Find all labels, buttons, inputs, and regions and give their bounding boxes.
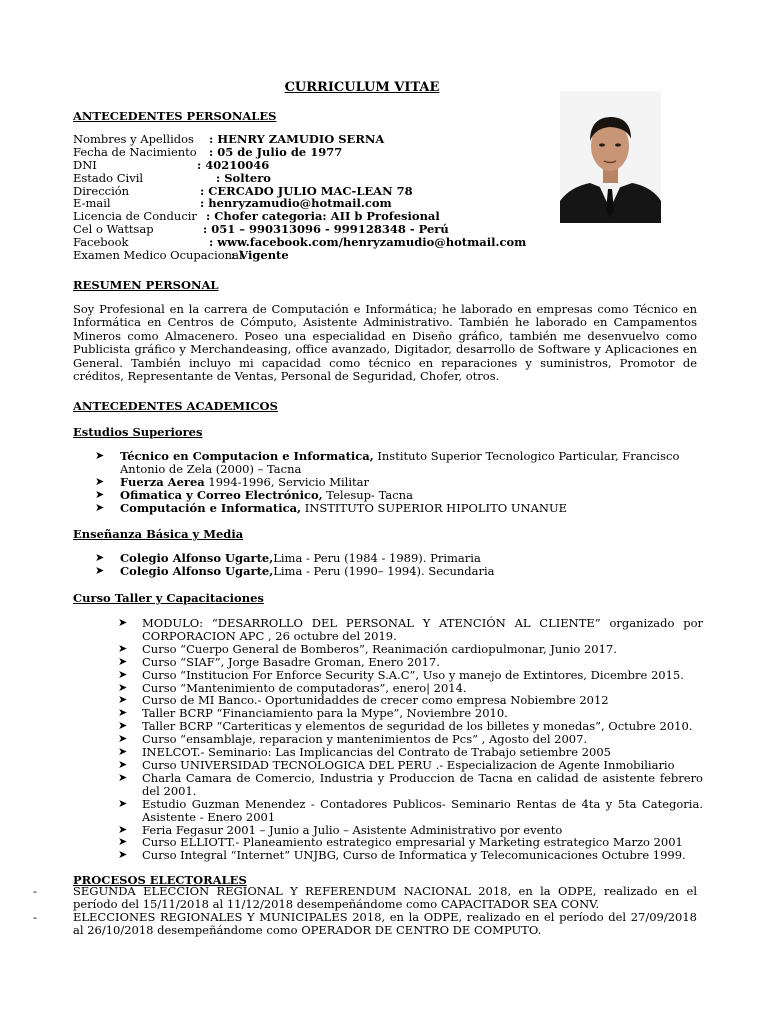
summary-text: Soy Profesional en la carrera de Computación e Informática; he laborado en empresas como Técnico en Informática en Centros de Cómputo, Asistente Administrativo. También he laborado en Campamentos Mineros como Almacenero. Poseo una especialidad en Diseño gráfico, también me desenvuelvo como Publicista gráfico y Merchandeasing, office avanzado, Digitador, desarrollo de Software y Aplicaciones en General. También incluyo mi capacidad como técnico en reparaciones y suministros, Promotor de créditos, Representante de Ventas, Personal de Seguridad, Chofer, otros. [73, 302, 697, 384]
item-title: Colegio Alfonso Ugarte, [120, 563, 274, 578]
dash-bullet-icon: - [33, 909, 37, 924]
item-detail: INSTITUTO SUPERIOR HIPOLITO UNANUE [301, 500, 568, 515]
basic-heading: Enseñanza Básica y Media [73, 527, 244, 541]
arrowhead-bullet-icon: ➤ [118, 641, 128, 655]
item-title: Computación e Informatica, [120, 500, 302, 515]
course-text: Curso “Cuerpo General de Bomberos”, Reanimación cardiopulmonar, Junio 2017. [142, 641, 617, 656]
list-item [118, 617, 703, 643]
election-text: ELECCIONES REGIONALES Y MUNICIPALES 2018, en la ODPE, realizado en el período del 27/09/2018 al 26/10/2018 desempeñándome como OPERADOR DE CENTRO DE COMPUTO. [73, 909, 697, 937]
row-value: : Chofer categoria: AII b Profesional [206, 209, 440, 224]
course-text: Curso “SIAF”, Jorge Basadre Groman, Enero 2017. [142, 654, 440, 669]
course-text: Feria Fegasur 2001 – Junio a Julio – Asistente Administrativo por evento [142, 822, 563, 837]
courses-heading: Curso Taller y Capacitaciones [73, 591, 264, 605]
course-text: Curso Integral “Internet” UNJBG, Curso de Informatica y Telecomunicaciones Octubre 1999. [142, 848, 686, 863]
list-item [118, 772, 703, 798]
dash-bullet-icon: - [33, 884, 37, 898]
row-label: Examen Medico Ocupacional [73, 248, 243, 263]
item-detail: Telesup- Tacna [322, 487, 413, 502]
row-value: : 40210046 [197, 157, 270, 172]
list-item [118, 849, 703, 862]
row-value: : 05 de Julio de 1977 [209, 144, 343, 159]
course-text: Curso “Mantenimiento de computadoras”, enero| 2014. [142, 680, 467, 695]
arrowhead-bullet-icon: ➤ [118, 770, 128, 784]
arrowhead-bullet-icon: ➤ [95, 500, 105, 514]
arrowhead-bullet-icon: ➤ [118, 693, 128, 707]
row-value: : CERCADO JULIO MAC-LEAN 78 [200, 183, 413, 198]
arrowhead-bullet-icon: ➤ [118, 667, 128, 681]
row-label: Dirección [73, 183, 130, 198]
page-title: CURRICULUM VITAE [284, 80, 440, 95]
item-detail: Lima - Peru (1990– 1994). Secundaria [273, 563, 495, 578]
course-text: Charla Camara de Comercio, Industria y Produccion de Tacna en calidad de asistente febrero del 2001. [142, 770, 703, 798]
row-value: : henryzamudio@hotmail.com [200, 196, 392, 211]
arrowhead-bullet-icon: ➤ [118, 745, 128, 759]
arrowhead-bullet-icon: ➤ [95, 563, 105, 577]
list-item [95, 450, 707, 476]
row-label: Nombres y Apellidos [73, 132, 194, 146]
item-detail: Lima - Peru (1984 - 1989). Primaria [273, 551, 481, 565]
arrowhead-bullet-icon: ➤ [95, 551, 105, 564]
academic-heading: ANTECEDENTES ACADEMICOS [73, 399, 278, 413]
list-item [95, 565, 707, 578]
profile-photo [560, 91, 661, 223]
row-value: : Vigente [231, 248, 289, 263]
course-text: Taller BCRP “Carteriticas y elementos de seguridad de los billetes y monedas”, Octubre 2010. [142, 719, 693, 734]
arrowhead-bullet-icon: ➤ [118, 757, 128, 771]
course-text: Curso ELLIOTT.- Planeamiento estrategico empresarial y Marketing estrategico Marzo 2001 [142, 835, 683, 850]
row-label: Cel o Wattsap [73, 222, 154, 237]
list-item [95, 502, 707, 515]
arrowhead-bullet-icon: ➤ [95, 449, 105, 462]
row-value: : Soltero [216, 170, 271, 185]
row-value: : www.facebook.com/henryzamudio@hotmail.com [209, 235, 527, 250]
arrowhead-bullet-icon: ➤ [118, 835, 128, 849]
arrowhead-bullet-icon: ➤ [118, 654, 128, 668]
arrowhead-bullet-icon: ➤ [118, 680, 128, 694]
row-label: Licencia de Conducir [73, 209, 197, 224]
basic-list [95, 552, 707, 578]
courses-list [118, 617, 703, 862]
row-value: : 051 – 990313096 - 999128348 - Perú [203, 222, 449, 237]
elections-list [33, 885, 697, 937]
course-text: Taller BCRP “Financiamiento para la Mype”, Noviembre 2010. [142, 706, 508, 721]
course-text: Curso UNIVERSIDAD TECNOLOGICA DEL PERU .- Especializacion de Agente Inmobiliario [142, 757, 675, 772]
arrowhead-bullet-icon: ➤ [118, 796, 128, 810]
arrowhead-bullet-icon: ➤ [118, 848, 128, 862]
item-detail: Instituto Superior Tecnologico Particular, Francisco Antonio de Zela (2000) – Tacna [120, 449, 680, 476]
list-item [33, 911, 697, 937]
item-detail: 1994-1996, Servicio Militar [204, 474, 369, 489]
arrowhead-bullet-icon: ➤ [95, 474, 105, 488]
personal-heading: ANTECEDENTES PERSONALES [73, 109, 277, 123]
course-text: Curso de MI Banco.- Oportunidaddes de crecer como empresa Nobiembre 2012 [142, 693, 609, 708]
summary-heading: RESUMEN PERSONAL [73, 278, 219, 292]
arrowhead-bullet-icon: ➤ [118, 822, 128, 836]
list-item [33, 885, 697, 911]
row-label: DNI [73, 157, 97, 172]
list-item [118, 798, 703, 824]
arrowhead-bullet-icon: ➤ [118, 616, 128, 629]
item-title: Ofimatica y Correo Electrónico, [120, 487, 323, 502]
course-text: Estudio Guzman Menendez - Contadores Publicos- Seminario Rentas de 4ta y 5ta Categoria. Asistente - Enero 2001 [142, 796, 703, 824]
arrowhead-bullet-icon: ➤ [118, 732, 128, 746]
item-title: Colegio Alfonso Ugarte, [120, 551, 274, 565]
course-text: INELCOT.- Seminario: Las Implicancias del Contrato de Trabajo setiembre 2005 [142, 745, 611, 760]
arrowhead-bullet-icon: ➤ [95, 487, 105, 501]
course-text: Curso “ensamblaje, reparacion y mantenimientos de Pcs” , Agosto del 2007. [142, 732, 588, 747]
item-title: Técnico en Computacion e Informatica, [120, 449, 374, 463]
superior-list [95, 450, 707, 515]
arrowhead-bullet-icon: ➤ [118, 719, 128, 733]
item-title: Fuerza Aerea [120, 474, 205, 489]
row-label: Estado Civil [73, 170, 144, 185]
course-text: MODULO: “DESARROLLO DEL PERSONAL Y ATENCIÓN AL CLIENTE” organizado por CORPORACION APC , 26 octubre del 2019. [142, 616, 703, 643]
row-value: : HENRY ZAMUDIO SERNA [209, 132, 385, 146]
profile-photo-image [560, 91, 661, 223]
superior-heading: Estudios Superiores [73, 425, 203, 439]
arrowhead-bullet-icon: ➤ [118, 706, 128, 720]
elections-heading: PROCESOS ELECTORALES [73, 873, 247, 887]
row-label: Facebook [73, 235, 129, 250]
row-label: E-mail [73, 196, 111, 211]
election-text: SEGUNDA ELECCIÓN REGIONAL Y REFERENDUM NACIONAL 2018, en la ODPE, realizado en el período del 15/11/2018 al 11/12/2018 desempeñándome como CAPACITADOR SEA CONV. [73, 884, 697, 911]
row-label: Fecha de Nacimiento [73, 144, 197, 159]
course-text: Curso “Institucion For Enforce Security S.A.C”, Uso y manejo de Extintores, Dicembre 2015. [142, 667, 684, 682]
